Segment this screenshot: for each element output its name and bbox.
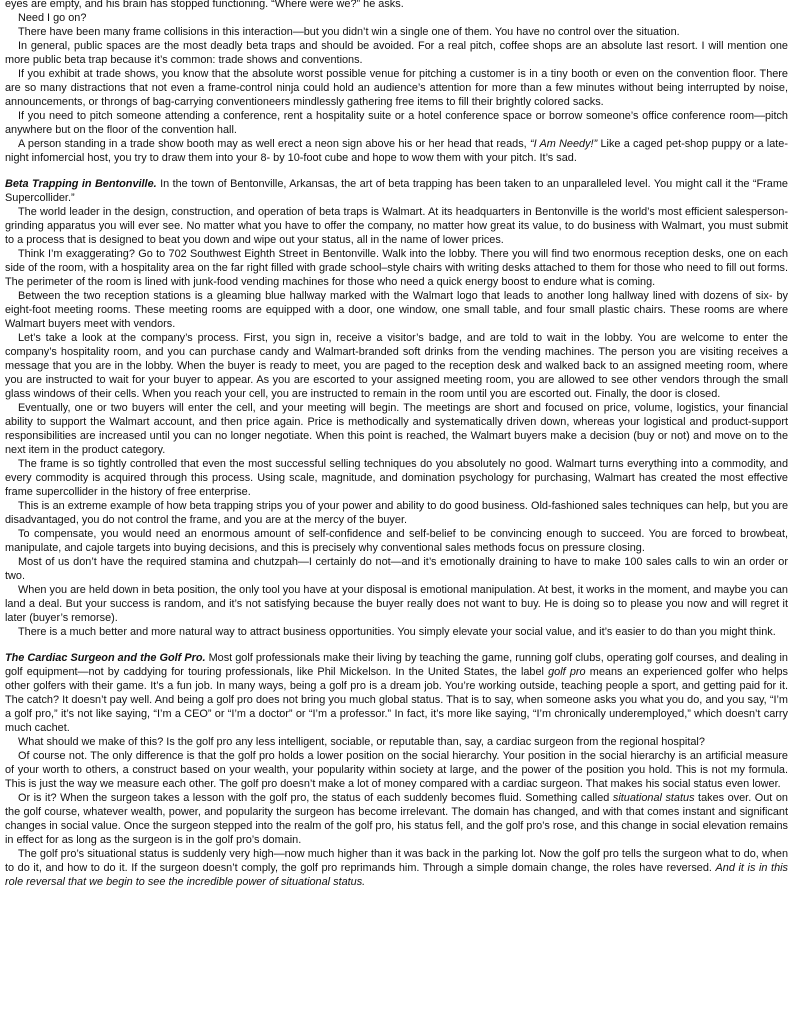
text-run: A person standing in a trade show booth may as well erect a neon sign above his or her head that reads, [18,138,530,150]
paragraph: The world leader in the design, construction, and operation of beta traps is Walmart. At its headquarters in Bentonville is the world’s most efficient salesperson-grinding apparatus you will ever see. No matter what you have to offer the company, no matter how great its value, to do business with Walmart, you must submit to a process that is designed to beat you down and wipe out your status, all in the name of lower prices. [5,206,788,246]
paragraph: Need I go on? [18,12,87,24]
text-run: The golf pro’s situational status is suddenly very high—now much higher than it was back in the parking lot. Now the golf pro tells the surgeon what to do, when to do it, and how to do it. If the surgeon doesn’t comply, the golf pro reprimands him. Through a simple domain change, the roles have reversed. [5,848,788,874]
paragraph-continued: eyes are empty, and his brain has stopped functioning. “Where were we?” he asks. [5,0,404,10]
paragraph: Let’s take a look at the company’s process. First, you sign in, receive a visitor’s badge, and are told to wait in the lobby. You are welcome to enter the company’s hospitality room, and you can purchase candy and Walmart-branded soft drinks from the vending machines. The person you are visiting receives a message that you are in the lobby. When the buyer is ready to meet, you are paged to the reception desk and walked back to an assigned meeting room, where you are instructed to wait for your buyer to appear. As you are escorted to your assigned meeting room, you are allowed to see other vendors through the small glass windows of their cells. When you reach your cell, you are instructed to remain in the room until you are escorted out. Finally, the door is closed. [5,332,788,400]
paragraph [5,791,788,847]
section-heading: Beta Trapping in Bentonville. [5,178,157,190]
paragraph: The frame is so tightly controlled that even the most successful selling techniques do you absolutely no good. Walmart turns everything into a commodity, and every commodity is acquired through this process. Using scale, magnitude, and domination psychology for purchasing, Walmart has created the most effective frame supercollider in the history of free enterprise. [5,458,788,498]
text-run: Like a caged pet-shop puppy or a late-night infomercial host, you try to draw them into your 8- by 10-foot cube and hope to wow them with your pitch. It’s sad. [5,138,788,164]
paragraph [5,847,788,889]
paragraph: To compensate, you would need an enormous amount of self-confidence and self-belief to be convincing enough to succeed. You are forced to browbeat, manipulate, and cajole targets into buying decisions, and this is precisely why conventional sales methods focus on pressure closing. [5,528,788,554]
paragraph: Of course not. The only difference is that the golf pro holds a lower position on the social hierarchy. Your position in the social hierarchy is an artificial measure of your worth to others, a construct based on your wealth, your popularity within society at large, and the power of the position you hold. This is not my formula. This is just the way we measure each other. The golf pro doesn’t make a lot of money compared with a cardiac surgeon. That makes his social status even lower. [5,750,788,790]
section-heading: The Cardiac Surgeon and the Golf Pro. [5,652,206,664]
text-run: takes over. Out on the golf course, whatever wealth, power, and popularity the surgeon has become irrelevant. The domain has changed, and with that comes instant and significant changes in social value. Once the surgeon stepped into the realm of the golf pro, his status fell, and the golf pro’s rose, and this change in social elevation remains in effect for as long as the surgeon is in the golf pro’s domain. [5,792,788,846]
text-run: means an experienced golfer who helps other golfers with their game. It’s a fun job. In many ways, being a golf pro is a dream job. You’re working outside, teaching people a sport, and getting paid for it. The catch? It doesn’t pay well. And being a golf pro does not bring you much global status. That is to say, when someone asks you what you do, and you say, “I’m a golf pro,” it’s not like saying, “I’m a CEO” or “I’m a doctor” or “I’m a professor.” In fact, it’s more like saying, “I’m chronically underemployed,” which doesn’t carry much cachet. [5,666,788,734]
paragraph: There is a much better and more natural way to attract business opportunities. You simply elevate your social value, and it’s easier to do than you might think. [18,626,776,638]
paragraph: If you need to pitch someone attending a conference, rent a hospitality suite or a hotel conference space or borrow someone’s office conference room—pitch anywhere but on the floor of the convention hall. [5,110,788,136]
paragraph [5,137,788,165]
paragraph: What should we make of this? Is the golf pro any less intelligent, sociable, or reputable than, say, a cardiac surgeon from the regional hospital? [18,736,705,748]
emphasis-text: situational status [612,792,695,804]
paragraph: When you are held down in beta position, the only tool you have at your disposal is emotional manipulation. At best, it works in the moment, and maybe you can land a deal. But your success is random, and it’s not satisfying because the buyer really does not want to buy. He is doing so to please you now and will regret it later (buyer’s remorse). [5,584,788,624]
text-run: Most golf professionals make their living by teaching the game, running golf clubs, operating golf courses, and dealing in golf equipment—not by caddying for touring professionals, like Phil Mickelson. In the United States, the label [5,652,788,678]
paragraph: This is an extreme example of how beta trapping strips you of your power and ability to do good business. Old-fashioned sales techniques can help, but you are disadvantaged, you do not control the frame, and you are at the mercy of the buyer. [5,500,788,526]
paragraph: Most of us don’t have the required stamina and chutzpah—I certainly do not—and it’s emotionally draining to have to make 100 sales calls to win an order or two. [5,556,788,582]
text-run: Or is it? When the surgeon takes a lesson with the golf pro, the status of each suddenly becomes fluid. Something called [18,792,613,804]
paragraph: Think I’m exaggerating? Go to 702 Southwest Eighth Street in Bentonville. Walk into the lobby. There you will find two enormous reception desks, one on each side of the room, with a hospitality area on the far right filled with grade school–style chairs with writing desks attached to them for those who need to fill out forms. The perimeter of the room is lined with junk-food vending machines for those who need a quick energy boost to endure what is coming. [5,248,788,288]
section-beta-trapping-in-bentonville [5,177,788,205]
section-cardiac-surgeon-and-golf-pro [5,651,788,735]
emphasis-text: And it is in this role reversal that we begin to see the incredible power of situational status. [5,862,789,888]
emphasis-text: “I Am Needy!” [529,138,598,150]
emphasis-text: golf pro [548,666,586,678]
paragraph: If you exhibit at trade shows, you know that the absolute worst possible venue for pitching a customer is in a tiny booth or even on the convention floor. There are so many distractions that not even a frame-control ninja could hold an audience’s attention for more than a few minutes without being interrupted by noise, announcements, or throngs of bag-carrying conventioneers mindlessly gathering free items to fill their brightly colored sacks. [5,68,788,108]
paragraph: Between the two reception stations is a gleaming blue hallway marked with the Walmart logo that leads to another long hallway lined with dozens of six- by eight-foot meeting rooms. These meeting rooms are equipped with a door, one window, one small table, and four small plastic chairs. These rooms are where Walmart buyers meet with vendors. [5,290,788,330]
paragraph: In general, public spaces are the most deadly beta traps and should be avoided. For a real pitch, coffee shops are an absolute last resort. I will mention one more public beta trap because it’s common: trade shows and conventions. [5,40,788,66]
paragraph: There have been many frame collisions in this interaction—but you didn’t win a single one of them. You have no control over the situation. [18,26,680,38]
paragraph: Eventually, one or two buyers will enter the cell, and your meeting will begin. The meetings are short and focused on price, volume, logistics, your financial ability to support the Walmart account, and then price again. Price is methodically and systematically driven down, whereas your logistical and product-support responsibilities are increased until you can no longer negotiate. When this point is reached, the Walmart buyers make a decision (buy or not) and move on to the next item in the product category. [5,402,788,456]
text-run: In the town of Bentonville, Arkansas, the art of beta trapping has been taken to an unparalleled level. You might call it the “Frame Supercollider.” [5,178,788,204]
